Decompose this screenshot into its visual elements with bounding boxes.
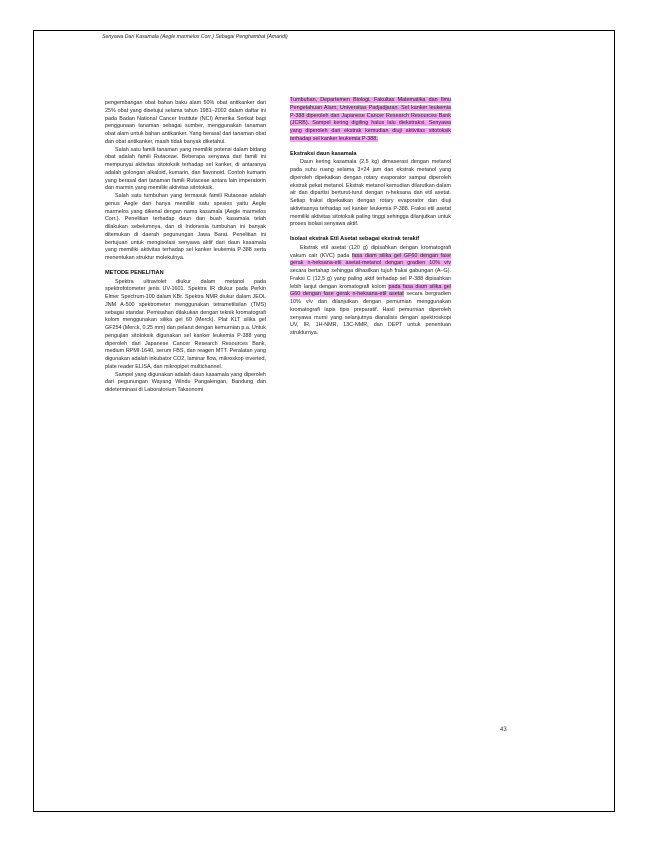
- paragraph: Salah satu tumbuhan yang termasuk famili Rutaceae adalah genus Aegle dan hanya memiliki satu spesies yaitu Aegle marmelos yang dikenal dengan nama kasamala (Aegle marmelos Corr.). Penelitian terhadap daun dan buah kasamala telah dilakukan sebelumnya, dan di Indonesia tumbuhan ini banyak ditemukan di daerah pegunungan Jawa Barat. Penelitian ini bertujuan untuk mengisolasi senyawa aktif dari daun kasamala yang memiliki aktivitas terhadap sel kanker leukemia P-388 serta menentukan struktur molekulnya.: [105, 193, 266, 261]
- text-run: Ekstrak etil asetat (120 g) dipisahkan dengan kromatografi vakum cair (KVC) pada: [290, 244, 451, 259]
- highlighted-text: Tumbuhan, Departemen Biologi, Fakultas Matematika dan Ilmu Pengetahuan Alam, Universitas Padjadjaran. Sel kanker leukemia P-388 diperoleh dari Japanese Cancer Research Resources Bank (JCRB). Sampel kering digiling halus lalu diekstraksi. Senyawa yang diperoleh dari ekstrak kemudian diuji aktivitas sitotoksik terhadap sel kanker leukemia P-388.: [290, 97, 451, 142]
- paragraph: Daun kering kasamala (2,5 kg) dimaserasi dengan metanol pada suhu ruang selama 3×24 jam dan ekstrak metanol yang diperoleh dipekatkan dengan rotary evaporator sampai diperoleh ekstrak pekat metanol. Ekstrak metanol kemudian dilarutkan dalam air dan dipartisi berturut-turut dengan n-heksana dan etil asetat. Setiap fraksi dipekatkan dengan rotary evaporator dan diuji aktivitasnya terhadap sel kanker leukemia P-388. Fraksi etil asetat memiliki aktivitas sitotoksik paling tinggi sehingga dilanjutkan untuk proses isolasi senyawa aktif.: [290, 159, 451, 228]
- text-run: secara bergradien 10% v/v dan dilanjutkan dengan pemurnian menggunakan kromatografi lapis tipis preparatif. Hasil pemurnian diperoleh senyawa murni yang selanjutnya dianalisis dengan spektroskopi UV, IR, 1H-NMR, 13C-NMR, dan DEPT untuk penentuan strukturnya.: [290, 291, 451, 336]
- section-heading-metode: METODE PENELITIAN: [105, 269, 164, 276]
- paragraph: [290, 245, 451, 338]
- left-column: [105, 100, 266, 395]
- text-run: secara bertahap sehingga dihasilkan tujuh fraksi gabungan (A–G). Fraksi C (12,5 g) yang paling aktif terhadap sel P-388 dipisahkan lebih lanjut dengan kromatografi kolom: [290, 268, 451, 290]
- running-header: Senyawa Dari Kasamala (Aegle marmelos Corr.) Sebagai Penghambat (Amaridi): [102, 34, 288, 40]
- section-heading-ekstraksi: Ekstraksi daun kasamala: [290, 150, 357, 157]
- highlighted-text: fasa diam silika gel GF60 dengan fase gerak n-heksana-etil asetat-metanol dengan gradien 10% v/v: [290, 252, 451, 267]
- right-column: [290, 97, 451, 338]
- paragraph: Salah satu famili tanaman yang memiliki potensi dalam bidang obat adalah famili Rutaceae. Beberapa senyawa dari famili ini mempunyai aktivitas sitotoksik terhadap sel kanker, di antaranya adalah golongan alkaloid, kumarin, dan flavonoid. Contoh kumarin yang berasal dari tanaman famili Rutaceae antara lain imperatorin dan marmin yang memiliki aktivitas sitotoksik.: [105, 146, 266, 192]
- paragraph: [290, 97, 451, 144]
- section-heading-isolasi: Isolasi ekstrak Etil Asetat sebagai ekstrak terakif: [290, 236, 420, 242]
- highlighted-text: pada fasa diam silika gel G60 dengan fase gerak n-heksana-etil asetat: [290, 283, 451, 298]
- paragraph: Spektra ultraviolet diukur dalam metanol pada spektrofotometer jenis UV-1601. Spektra IR diukur pada Perkin Elmer Spectrum-100 dalam KBr. Spektra NMR diukur dalam JEOL JNM A-500 spektrometer menggunakan tetrametilsilan (TMS) sebagai standar. Pemisahan dilakukan dengan teknik kromatografi kolom menggunakan silika gel 60 (Merck). Plat KLT silika gel GF254 (Merck, 0.25 mm) dan pelarut dengan kemurnian p.a. Untuk pengujian sitotoksik digunakan sel kanker leukemia P-388 yang diperoleh dari Japanese Cancer Research Resources Bank, medium RPMI-1640, serum FBS, dan reagen MTT. Peralatan yang digunakan adalah inkubator CO2, laminar flow, mikroskop inverted, plate reader ELISA, dan mikropipet multichannel.: [105, 278, 266, 370]
- page-number: 43: [500, 727, 507, 733]
- paragraph: pengembangan obat bahan baku alam 50% obat antikanker dari 25% obat yang disetujui selama tahun 1981–2002 dalam daftar ini pada Badan National Cancer Institute (NCI) Amerika Serikat bagi penggunaan tanaman sebagai sumber, menggunakan tanaman obat alam untuk bahan antikanker. Yang berasal dari tanaman obat dan obat antikanker, masih tidak banyak diketahui.: [105, 100, 266, 145]
- paragraph: Sampel yang digunakan adalah daun kasamala yang diperoleh dari pegunungan Wayang Windu Pangalengan, Bandung dan dideterminasi di Laboratorium Taksonomi: [105, 371, 266, 393]
